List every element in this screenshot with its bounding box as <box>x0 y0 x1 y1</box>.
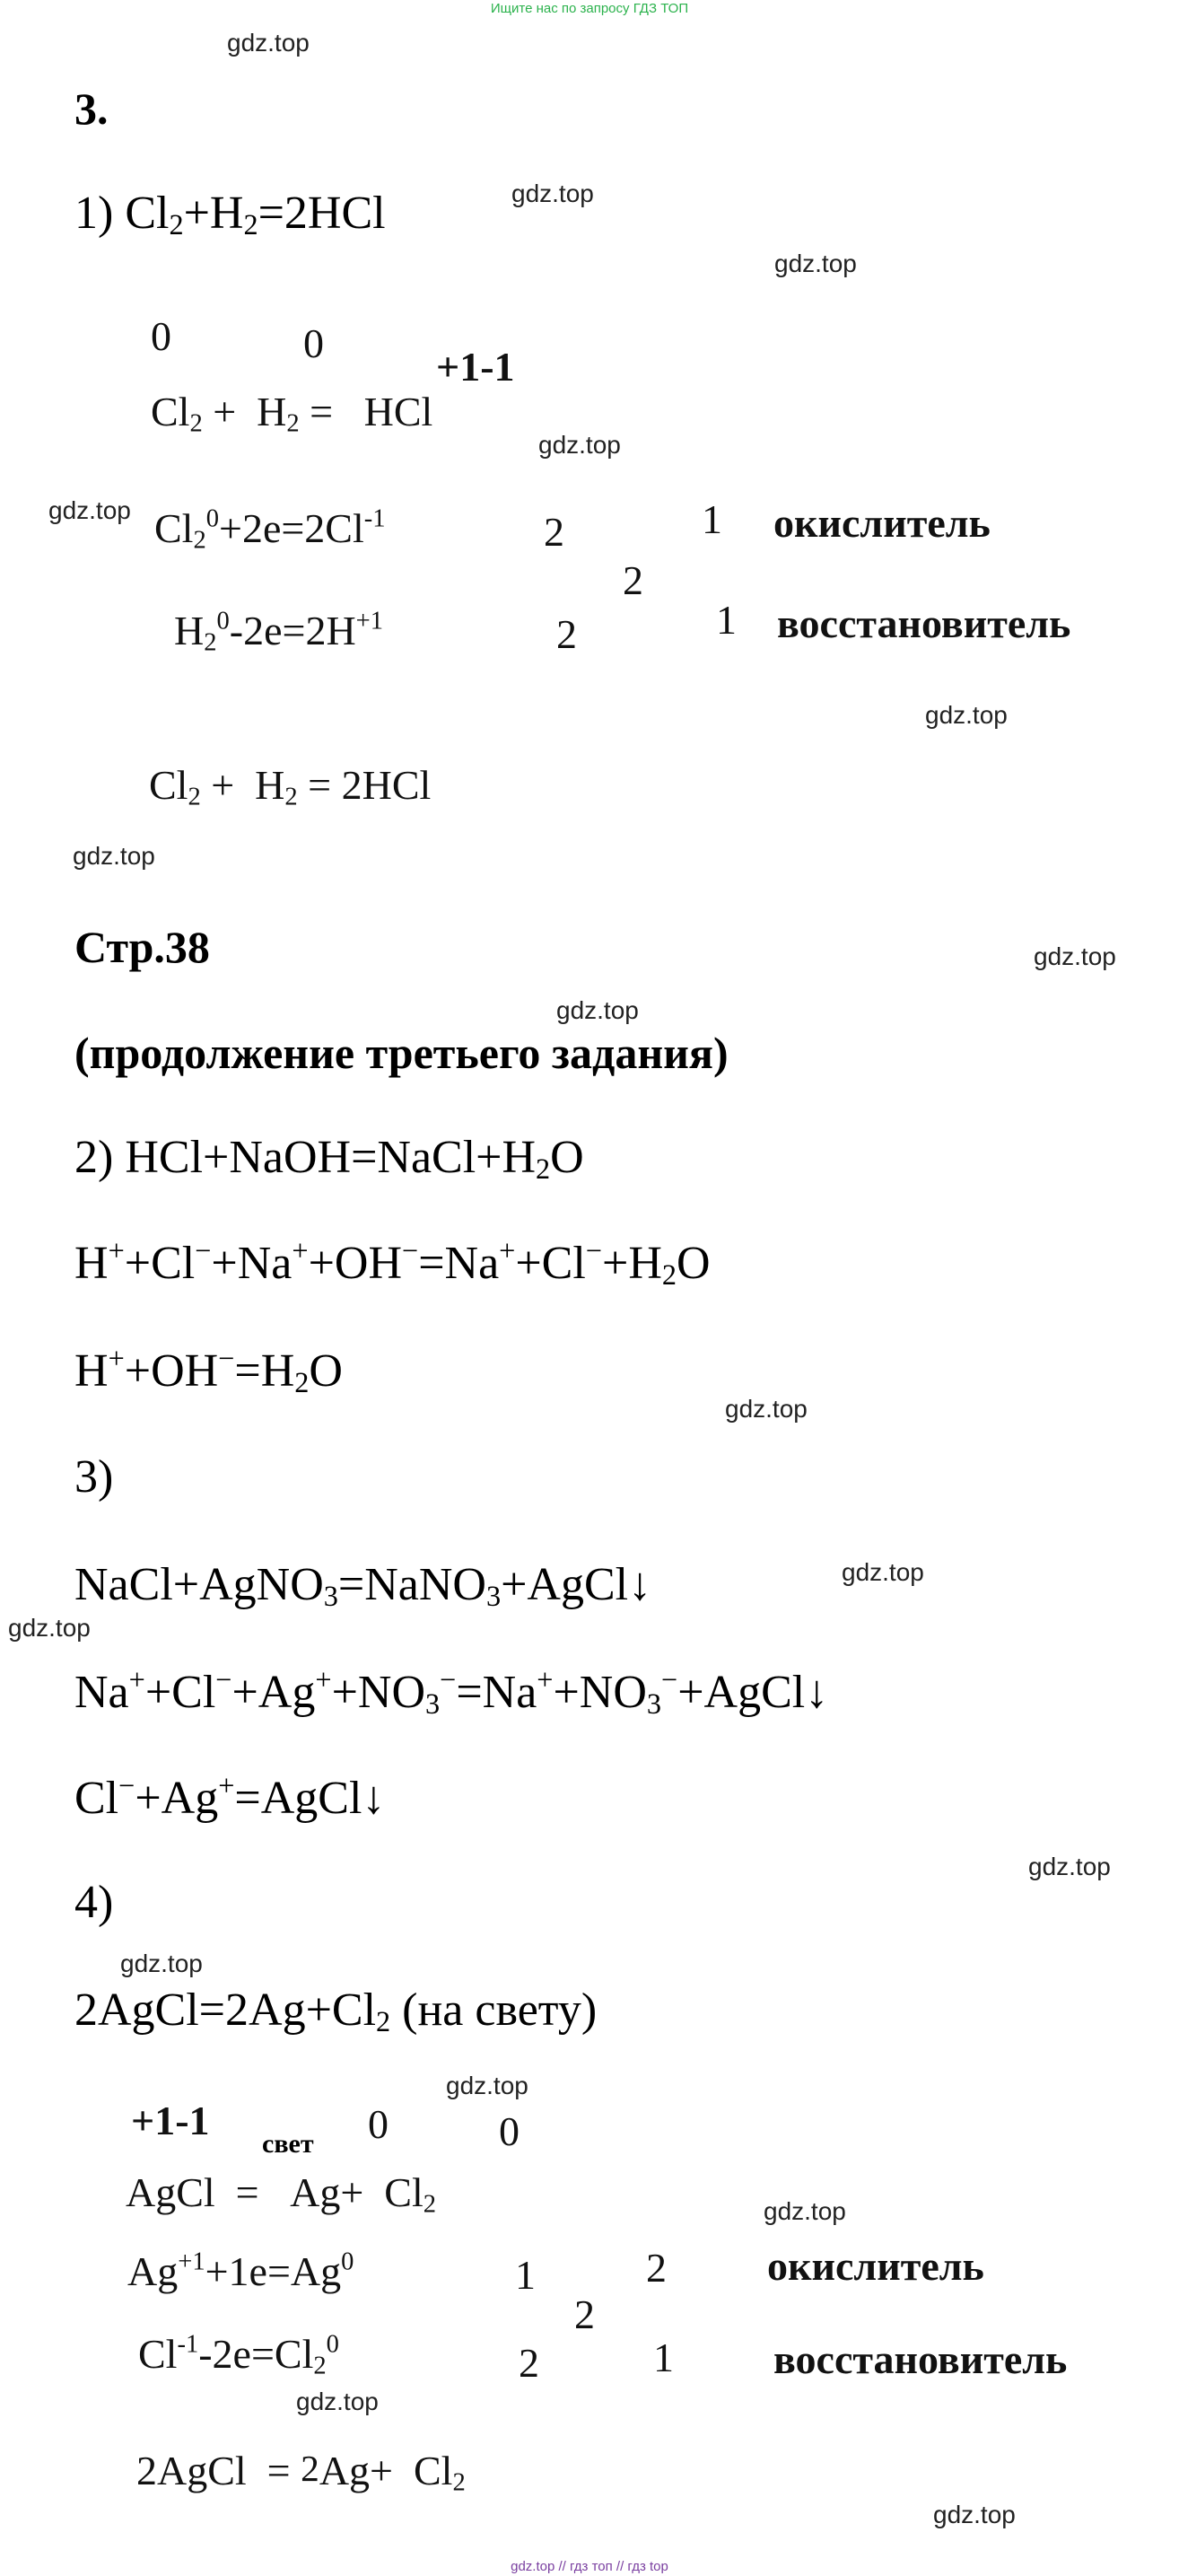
watermark: gdz.top <box>296 2388 379 2415</box>
equation-2-full-ionic: $H^++Cl^-+Na^++OH^-=Na^++Cl^-+H_2O$ <box>74 1234 711 1292</box>
half-reaction-reduction-lcm: 1 <box>702 496 722 542</box>
half-reaction-oxidation: $H_2^0-2e=2H^{+1}$ <box>174 607 384 657</box>
half-reaction-4-oxidation: $Cl^{-1}-2e=Cl_2^0$ <box>138 2330 339 2380</box>
charge-agcl: +1-1 <box>131 2098 210 2143</box>
equation-2: 2) $HCl+NaOH=NaCl+H_2O$ <box>74 1132 584 1186</box>
charge-ag: 0 <box>368 2101 389 2147</box>
role-reducer: восстановитель <box>777 600 1071 646</box>
watermark: gdz.top <box>511 180 594 207</box>
equation-4: $2AgCl=2Ag+Cl_2$ (на свету) <box>74 1985 598 2038</box>
half-reaction-4-oxidation-lcm: 1 <box>653 2335 674 2380</box>
equation-4-label: 4) <box>74 1877 114 1928</box>
footer-note: gdz.top // гдз топ // гдз top <box>511 2559 668 2574</box>
role-oxidizer-4: окислитель <box>767 2243 984 2289</box>
half-reaction-4-reduction-coef: 1 <box>515 2252 536 2298</box>
condition-light: свет <box>262 2129 314 2159</box>
half-reaction-4-common-multiple: 2 <box>574 2291 595 2337</box>
equation-1: 1) $Cl_2+H_2=2HCl$ <box>74 188 386 241</box>
header-search-note: Ищите нас по запросу ГДЗ ТОП <box>490 1 689 16</box>
equation-4-balanced: 2AgCl = $^2Ag+ Cl_2$ <box>136 2447 466 2497</box>
half-reaction-common-multiple: 2 <box>623 557 643 603</box>
watermark: gdz.top <box>556 996 639 1024</box>
half-reaction-reduction-coef: 2 <box>544 509 564 555</box>
page-title: Стр.38 <box>74 922 210 972</box>
watermark: gdz.top <box>1028 1853 1111 1880</box>
equation-2-short-ionic: $H^++OH^-=H_2O$ <box>74 1342 343 1399</box>
charge-hcl: +1-1 <box>436 344 515 390</box>
watermark: gdz.top <box>48 496 131 524</box>
watermark: gdz.top <box>73 842 155 870</box>
task-number: 3. <box>74 83 109 134</box>
charge-h: 0 <box>303 320 324 366</box>
watermark: gdz.top <box>774 250 857 277</box>
role-oxidizer: окислитель <box>773 500 991 546</box>
charge-cl: 0 <box>151 313 171 359</box>
equation-1-oxidation-states: $Cl_2 + H_2$ = HCl <box>151 389 433 438</box>
half-reaction-oxidation-lcm: 1 <box>716 597 737 643</box>
watermark: gdz.top <box>933 2501 1016 2528</box>
equation-3-short-ionic: Cl−+Ag+=AgCl↓ <box>74 1769 386 1824</box>
equation-1-balanced: $Cl_2 + H_2 = 2HCl$ <box>149 762 432 811</box>
watermark: gdz.top <box>842 1558 924 1586</box>
equation-3-full-ionic: $Na^++Cl^-+Ag^++NO_3^-=Na^++NO_3^-+AgCl↓$ <box>74 1663 829 1721</box>
watermark: gdz.top <box>446 2072 528 2099</box>
watermark: gdz.top <box>538 431 621 459</box>
equation-3: NaCl+AgNO$_3$=NaNO$_3$+AgCl↓ <box>74 1559 652 1613</box>
half-reaction-reduction: $Cl_2^0+2e=2Cl^{-1}$ <box>154 504 386 555</box>
watermark: gdz.top <box>120 1950 203 1977</box>
watermark: gdz.top <box>227 29 310 57</box>
watermark: gdz.top <box>8 1614 91 1642</box>
half-reaction-4-oxidation-coef: 2 <box>519 2340 539 2386</box>
equation-4-oxidation-states: AgCl = $Ag+ Cl_2$ <box>126 2169 437 2219</box>
half-reaction-oxidation-coef: 2 <box>556 611 577 657</box>
half-reaction-4-reduction-lcm: 2 <box>646 2245 667 2291</box>
watermark: gdz.top <box>725 1395 808 1423</box>
equation-3-label: 3) <box>74 1451 114 1503</box>
watermark: gdz.top <box>925 701 1008 729</box>
watermark: gdz.top <box>764 2197 846 2225</box>
role-reducer-4: восстановитель <box>773 2336 1068 2382</box>
charge-cl2: 0 <box>499 2108 520 2154</box>
half-reaction-4-reduction: $Ag^{+1}+1e=Ag^0$ <box>127 2247 354 2294</box>
page-subtitle: (продолжение третьего задания) <box>74 1028 729 1078</box>
watermark: gdz.top <box>1034 942 1116 970</box>
